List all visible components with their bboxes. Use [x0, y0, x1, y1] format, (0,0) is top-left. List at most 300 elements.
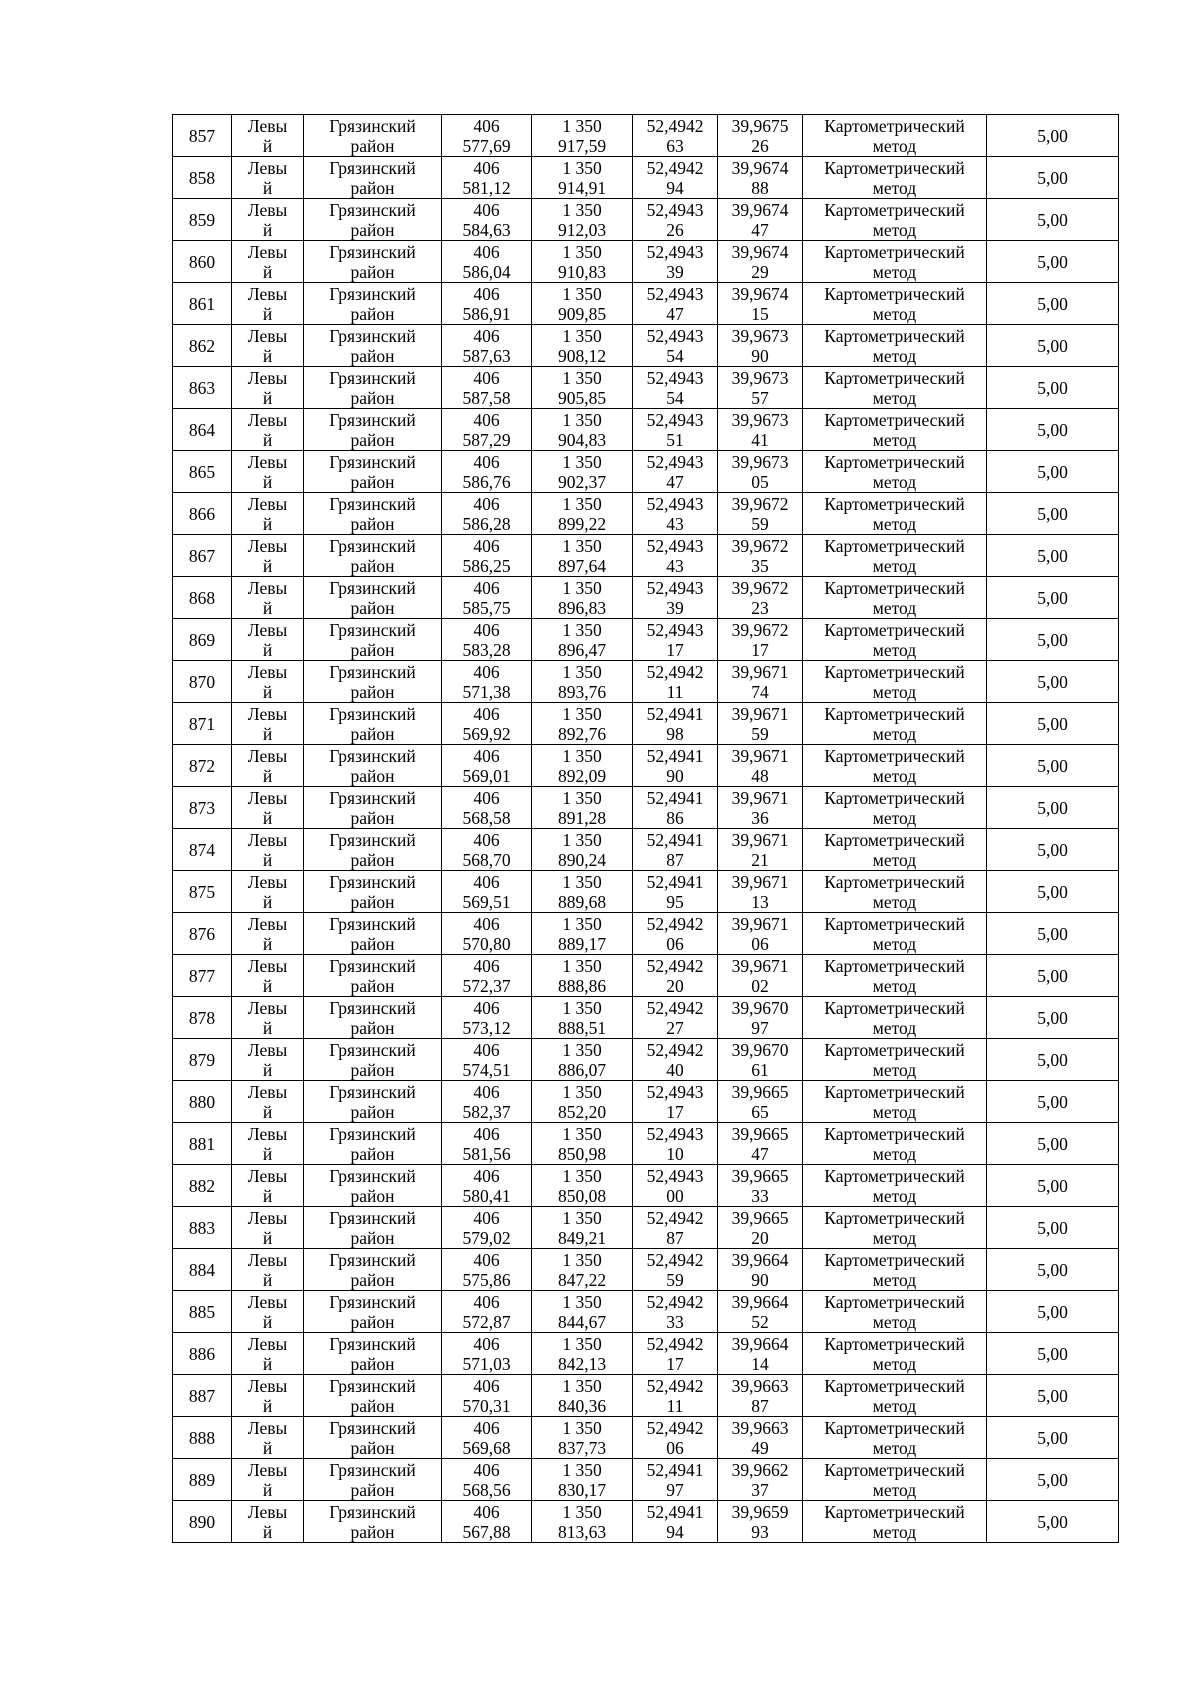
- cell-side: [232, 1081, 304, 1123]
- cell-lat: [633, 493, 718, 535]
- cell-accuracy: 5,00: [987, 1249, 1119, 1291]
- cell-side-line: й: [262, 177, 273, 198]
- cell-accuracy: 5,00: [987, 745, 1119, 787]
- cell-lon-line: 87: [751, 1395, 769, 1416]
- cell-side-line: й: [262, 555, 273, 576]
- cell-side-line: Левы: [247, 241, 288, 262]
- cell-number: 873: [173, 787, 232, 829]
- cell-lat-line: 52,4942: [646, 997, 704, 1018]
- cell-side-line: Левы: [247, 199, 288, 220]
- cell-district-line: район: [350, 1101, 395, 1122]
- cell-x-line: 581,12: [462, 177, 511, 198]
- cell-side-line: й: [262, 1269, 273, 1290]
- cell-district-line: район: [350, 1269, 395, 1290]
- cell-lat: [633, 703, 718, 745]
- cell-y-line: 1 350: [562, 1123, 602, 1144]
- cell-x-line: 406: [473, 1459, 500, 1480]
- cell-lat-line: 26: [666, 219, 684, 240]
- cell-side-line: й: [262, 723, 273, 744]
- table-row: [173, 199, 1119, 241]
- cell-y: [532, 325, 633, 367]
- cell-x-line: 406: [473, 367, 500, 388]
- cell-district-line: район: [350, 1479, 395, 1500]
- cell-accuracy: 5,00: [987, 1207, 1119, 1249]
- cell-accuracy: 5,00: [987, 367, 1119, 409]
- cell-lat-line: 52,4941: [646, 1459, 704, 1480]
- cell-district: [304, 241, 442, 283]
- cell-method-line: Картометрический: [824, 199, 965, 220]
- cell-method: [803, 1417, 987, 1459]
- cell-y-line: 908,12: [557, 345, 607, 366]
- cell-district-line: Грязинский: [329, 325, 416, 346]
- cell-y: [532, 1165, 633, 1207]
- cell-x-line: 572,37: [462, 975, 511, 996]
- cell-method: [803, 703, 987, 745]
- cell-district: [304, 1123, 442, 1165]
- cell-y: [532, 283, 633, 325]
- cell-y-line: 1 350: [562, 955, 602, 976]
- cell-side-line: Левы: [247, 157, 288, 178]
- cell-method-line: метод: [872, 555, 917, 576]
- cell-district: [304, 367, 442, 409]
- cell-lon-line: 39,9663: [731, 1417, 789, 1438]
- cell-lon-line: 39,9665: [731, 1165, 789, 1186]
- cell-lat-line: 52,4943: [646, 367, 704, 388]
- cell-district-line: Грязинский: [329, 451, 416, 472]
- table-row: [173, 115, 1119, 157]
- cell-number: 857: [173, 115, 232, 157]
- cell-side-line: Левы: [247, 1333, 288, 1354]
- cell-district-line: Грязинский: [329, 1375, 416, 1396]
- cell-lat: [633, 1039, 718, 1081]
- cell-method-line: метод: [872, 1395, 917, 1416]
- cell-method: [803, 1039, 987, 1081]
- cell-method-line: метод: [872, 1143, 917, 1164]
- cell-y: [532, 157, 633, 199]
- cell-accuracy: 5,00: [987, 871, 1119, 913]
- cell-side-line: Левы: [247, 451, 288, 472]
- cell-y-line: 1 350: [562, 451, 602, 472]
- cell-x-line: 585,75: [462, 597, 511, 618]
- table-row: [173, 871, 1119, 913]
- cell-number: 884: [173, 1249, 232, 1291]
- cell-y: [532, 1291, 633, 1333]
- cell-side-line: Левы: [247, 1081, 288, 1102]
- cell-x-line: 568,58: [462, 807, 511, 828]
- cell-x: [442, 745, 532, 787]
- table-row: [173, 409, 1119, 451]
- cell-lon-line: 39,9672: [731, 619, 789, 640]
- table-row: [173, 493, 1119, 535]
- cell-x-line: 406: [473, 157, 500, 178]
- cell-x-line: 574,51: [462, 1059, 511, 1080]
- cell-x-line: 406: [473, 325, 500, 346]
- cell-district: [304, 1249, 442, 1291]
- cell-method-line: метод: [872, 891, 917, 912]
- cell-method-line: метод: [872, 135, 917, 156]
- cell-lat-line: 52,4942: [646, 1039, 704, 1060]
- cell-district-line: Грязинский: [329, 787, 416, 808]
- cell-y-line: 1 350: [562, 913, 602, 934]
- cell-lat-line: 63: [666, 135, 684, 156]
- cell-lon: [718, 1333, 803, 1375]
- cell-accuracy: 5,00: [987, 703, 1119, 745]
- cell-side-line: й: [262, 639, 273, 660]
- cell-lon-line: 39,9674: [731, 157, 789, 178]
- cell-district-line: Грязинский: [329, 1039, 416, 1060]
- cell-x: [442, 1417, 532, 1459]
- cell-side-line: Левы: [247, 1123, 288, 1144]
- cell-x: [442, 367, 532, 409]
- cell-x-line: 570,31: [462, 1395, 511, 1416]
- cell-x-line: 587,58: [462, 387, 511, 408]
- cell-lon: [718, 577, 803, 619]
- cell-x-line: 406: [473, 1081, 500, 1102]
- cell-side: [232, 409, 304, 451]
- cell-side: [232, 1459, 304, 1501]
- cell-side: [232, 1039, 304, 1081]
- cell-lon-line: 21: [751, 849, 769, 870]
- cell-side-line: й: [262, 345, 273, 366]
- cell-district-line: район: [350, 345, 395, 366]
- cell-side-line: Левы: [247, 1039, 288, 1060]
- cell-method-line: Картометрический: [824, 997, 965, 1018]
- cell-lat-line: 52,4941: [646, 1501, 704, 1522]
- cell-accuracy: 5,00: [987, 115, 1119, 157]
- cell-accuracy: 5,00: [987, 1501, 1119, 1543]
- cell-lat: [633, 367, 718, 409]
- cell-method-line: метод: [872, 933, 917, 954]
- cell-method-line: метод: [872, 597, 917, 618]
- cell-district-line: Грязинский: [329, 1123, 416, 1144]
- cell-side-line: й: [262, 261, 273, 282]
- cell-x-line: 587,29: [462, 429, 511, 450]
- cell-x-line: 406: [473, 871, 500, 892]
- cell-side: [232, 1165, 304, 1207]
- cell-lon-line: 39,9671: [731, 871, 789, 892]
- cell-district-line: Грязинский: [329, 661, 416, 682]
- cell-y-line: 1 350: [562, 1249, 602, 1270]
- cell-y-line: 1 350: [562, 409, 602, 430]
- cell-lon-line: 39,9671: [731, 955, 789, 976]
- cell-lon: [718, 1207, 803, 1249]
- cell-x-line: 572,87: [462, 1311, 511, 1332]
- cell-district: [304, 1165, 442, 1207]
- cell-number: 887: [173, 1375, 232, 1417]
- cell-y: [532, 1249, 633, 1291]
- cell-x-line: 406: [473, 913, 500, 934]
- cell-lon-line: 47: [751, 1143, 769, 1164]
- cell-y-line: 1 350: [562, 1039, 602, 1060]
- cell-y: [532, 661, 633, 703]
- cell-lat-line: 52,4943: [646, 409, 704, 430]
- cell-district-line: Грязинский: [329, 1081, 416, 1102]
- cell-number: 870: [173, 661, 232, 703]
- cell-district: [304, 1039, 442, 1081]
- cell-side: [232, 1501, 304, 1543]
- cell-lon-line: 61: [751, 1059, 769, 1080]
- cell-district-line: район: [350, 177, 395, 198]
- cell-lon-line: 17: [751, 639, 769, 660]
- cell-accuracy: 5,00: [987, 1081, 1119, 1123]
- cell-accuracy: 5,00: [987, 577, 1119, 619]
- cell-district: [304, 955, 442, 997]
- cell-lon: [718, 115, 803, 157]
- cell-x: [442, 1333, 532, 1375]
- cell-x-line: 406: [473, 535, 500, 556]
- cell-y: [532, 1375, 633, 1417]
- cell-method-line: метод: [872, 723, 917, 744]
- cell-district-line: район: [350, 1227, 395, 1248]
- cell-district: [304, 661, 442, 703]
- cell-lat-line: 52,4941: [646, 871, 704, 892]
- table-row: [173, 367, 1119, 409]
- cell-x-line: 586,76: [462, 471, 511, 492]
- cell-lon-line: 39,9663: [731, 1375, 789, 1396]
- cell-side-line: й: [262, 303, 273, 324]
- cell-number: 878: [173, 997, 232, 1039]
- cell-lat-line: 11: [666, 1395, 684, 1416]
- cell-lat: [633, 1459, 718, 1501]
- cell-y-line: 897,64: [557, 555, 607, 576]
- cell-x-line: 406: [473, 1207, 500, 1228]
- cell-y: [532, 619, 633, 661]
- cell-lon-line: 39,9665: [731, 1123, 789, 1144]
- cell-district-line: Грязинский: [329, 493, 416, 514]
- cell-method-line: Картометрический: [824, 703, 965, 724]
- cell-side: [232, 1333, 304, 1375]
- cell-district: [304, 829, 442, 871]
- cell-district: [304, 115, 442, 157]
- cell-y: [532, 451, 633, 493]
- cell-lat-line: 06: [666, 1437, 684, 1458]
- cell-number: 859: [173, 199, 232, 241]
- cell-method: [803, 829, 987, 871]
- cell-method-line: метод: [872, 219, 917, 240]
- cell-side: [232, 451, 304, 493]
- cell-district: [304, 493, 442, 535]
- cell-side-line: й: [262, 849, 273, 870]
- cell-lon: [718, 1249, 803, 1291]
- cell-lon-line: 39,9673: [731, 451, 789, 472]
- cell-district-line: Грязинский: [329, 1207, 416, 1228]
- cell-lat-line: 06: [666, 933, 684, 954]
- cell-x: [442, 1165, 532, 1207]
- cell-method-line: метод: [872, 387, 917, 408]
- cell-x-line: 406: [473, 1501, 500, 1522]
- cell-lat-line: 52,4942: [646, 157, 704, 178]
- cell-accuracy: 5,00: [987, 409, 1119, 451]
- cell-district: [304, 913, 442, 955]
- cell-district-line: район: [350, 1185, 395, 1206]
- cell-side: [232, 955, 304, 997]
- cell-lat-line: 90: [666, 765, 684, 786]
- cell-method-line: метод: [872, 345, 917, 366]
- cell-side-line: Левы: [247, 619, 288, 640]
- cell-lon-line: 39,9670: [731, 1039, 789, 1060]
- cell-method-line: Картометрический: [824, 1333, 965, 1354]
- cell-lat-line: 59: [666, 1269, 684, 1290]
- cell-method-line: метод: [872, 1059, 917, 1080]
- cell-x: [442, 913, 532, 955]
- cell-lon: [718, 199, 803, 241]
- cell-number: 889: [173, 1459, 232, 1501]
- cell-x-line: 586,25: [462, 555, 511, 576]
- cell-side-line: Левы: [247, 1291, 288, 1312]
- cell-lon-line: 14: [751, 1353, 769, 1374]
- cell-lat-line: 52,4943: [646, 1123, 704, 1144]
- cell-accuracy: 5,00: [987, 241, 1119, 283]
- cell-side-line: Левы: [247, 1417, 288, 1438]
- table-row: [173, 829, 1119, 871]
- cell-y: [532, 1501, 633, 1543]
- cell-side-line: Левы: [247, 1375, 288, 1396]
- cell-x-line: 571,38: [462, 681, 511, 702]
- cell-y-line: 891,28: [557, 807, 607, 828]
- table-row: [173, 1417, 1119, 1459]
- cell-y-line: 1 350: [562, 1417, 602, 1438]
- cell-district-line: район: [350, 1353, 395, 1374]
- cell-lon-line: 93: [751, 1521, 769, 1542]
- table-row: [173, 283, 1119, 325]
- cell-side-line: й: [262, 1521, 273, 1542]
- cell-side: [232, 577, 304, 619]
- cell-x-line: 581,56: [462, 1143, 511, 1164]
- cell-method-line: метод: [872, 1227, 917, 1248]
- cell-lon-line: 47: [751, 219, 769, 240]
- cell-district: [304, 1417, 442, 1459]
- cell-x: [442, 493, 532, 535]
- cell-district-line: район: [350, 933, 395, 954]
- cell-side: [232, 871, 304, 913]
- cell-lat-line: 52,4943: [646, 451, 704, 472]
- cell-x-line: 406: [473, 1291, 500, 1312]
- cell-lon-line: 29: [751, 261, 769, 282]
- cell-side-line: Левы: [247, 1249, 288, 1270]
- cell-side-line: Левы: [247, 1459, 288, 1480]
- cell-side-line: Левы: [247, 367, 288, 388]
- cell-x-line: 406: [473, 787, 500, 808]
- cell-x-line: 406: [473, 829, 500, 850]
- cell-lat: [633, 409, 718, 451]
- cell-y-line: 910,83: [557, 261, 607, 282]
- cell-y-line: 1 350: [562, 745, 602, 766]
- cell-method-line: метод: [872, 471, 917, 492]
- cell-lon: [718, 325, 803, 367]
- cell-method-line: Картометрический: [824, 1375, 965, 1396]
- cell-district-line: район: [350, 1059, 395, 1080]
- cell-y-line: 850,98: [557, 1143, 607, 1164]
- cell-y: [532, 997, 633, 1039]
- cell-method-line: метод: [872, 177, 917, 198]
- cell-lon-line: 39,9672: [731, 577, 789, 598]
- cell-district: [304, 871, 442, 913]
- cell-method-line: метод: [872, 513, 917, 534]
- cell-lat-line: 52,4941: [646, 745, 704, 766]
- table-row: [173, 1081, 1119, 1123]
- cell-side-line: Левы: [247, 997, 288, 1018]
- cell-district-line: район: [350, 219, 395, 240]
- cell-x-line: 406: [473, 1123, 500, 1144]
- cell-number: 879: [173, 1039, 232, 1081]
- cell-y: [532, 1207, 633, 1249]
- cell-y-line: 902,37: [557, 471, 607, 492]
- cell-y: [532, 703, 633, 745]
- cell-x: [442, 409, 532, 451]
- cell-x-line: 406: [473, 409, 500, 430]
- cell-lat-line: 87: [666, 849, 684, 870]
- cell-lat: [633, 1081, 718, 1123]
- cell-number: 868: [173, 577, 232, 619]
- cell-method-line: Картометрический: [824, 367, 965, 388]
- cell-lon-line: 57: [751, 387, 769, 408]
- cell-side: [232, 661, 304, 703]
- cell-number: 885: [173, 1291, 232, 1333]
- cell-method: [803, 367, 987, 409]
- cell-method-line: метод: [872, 261, 917, 282]
- cell-lon: [718, 1417, 803, 1459]
- cell-side: [232, 283, 304, 325]
- cell-x-line: 582,37: [462, 1101, 511, 1122]
- cell-side-line: й: [262, 1353, 273, 1374]
- cell-lat-line: 52,4942: [646, 1375, 704, 1396]
- cell-lat-line: 52,4943: [646, 325, 704, 346]
- cell-district: [304, 577, 442, 619]
- cell-y-line: 847,22: [557, 1269, 607, 1290]
- cell-x: [442, 199, 532, 241]
- cell-lat-line: 17: [666, 1353, 684, 1374]
- cell-district-line: Грязинский: [329, 703, 416, 724]
- cell-district: [304, 199, 442, 241]
- cell-x: [442, 577, 532, 619]
- cell-district: [304, 997, 442, 1039]
- cell-lat-line: 52,4943: [646, 619, 704, 640]
- cell-y: [532, 871, 633, 913]
- cell-lon-line: 39,9665: [731, 1207, 789, 1228]
- cell-number: 882: [173, 1165, 232, 1207]
- cell-method: [803, 451, 987, 493]
- cell-district-line: Грязинский: [329, 157, 416, 178]
- cell-accuracy: 5,00: [987, 1459, 1119, 1501]
- cell-side-line: Левы: [247, 913, 288, 934]
- cell-accuracy: 5,00: [987, 1165, 1119, 1207]
- cell-lat-line: 43: [666, 513, 684, 534]
- cell-y-line: 896,47: [557, 639, 607, 660]
- cell-method-line: Картометрический: [824, 955, 965, 976]
- cell-side: [232, 199, 304, 241]
- cell-lat-line: 52,4943: [646, 577, 704, 598]
- cell-district: [304, 745, 442, 787]
- cell-lon-line: 15: [751, 303, 769, 324]
- cell-lon: [718, 661, 803, 703]
- cell-lon-line: 39,9673: [731, 325, 789, 346]
- cell-accuracy: 5,00: [987, 1039, 1119, 1081]
- cell-lat-line: 87: [666, 1227, 684, 1248]
- cell-side-line: Левы: [247, 577, 288, 598]
- cell-district: [304, 703, 442, 745]
- cell-method-line: Картометрический: [824, 1039, 965, 1060]
- cell-lat: [633, 829, 718, 871]
- cell-x: [442, 955, 532, 997]
- cell-lon-line: 26: [751, 135, 769, 156]
- cell-y-line: 1 350: [562, 241, 602, 262]
- table-row: [173, 1375, 1119, 1417]
- cell-method: [803, 787, 987, 829]
- cell-lon: [718, 1291, 803, 1333]
- cell-method: [803, 409, 987, 451]
- cell-x-line: 587,63: [462, 345, 511, 366]
- cell-side: [232, 829, 304, 871]
